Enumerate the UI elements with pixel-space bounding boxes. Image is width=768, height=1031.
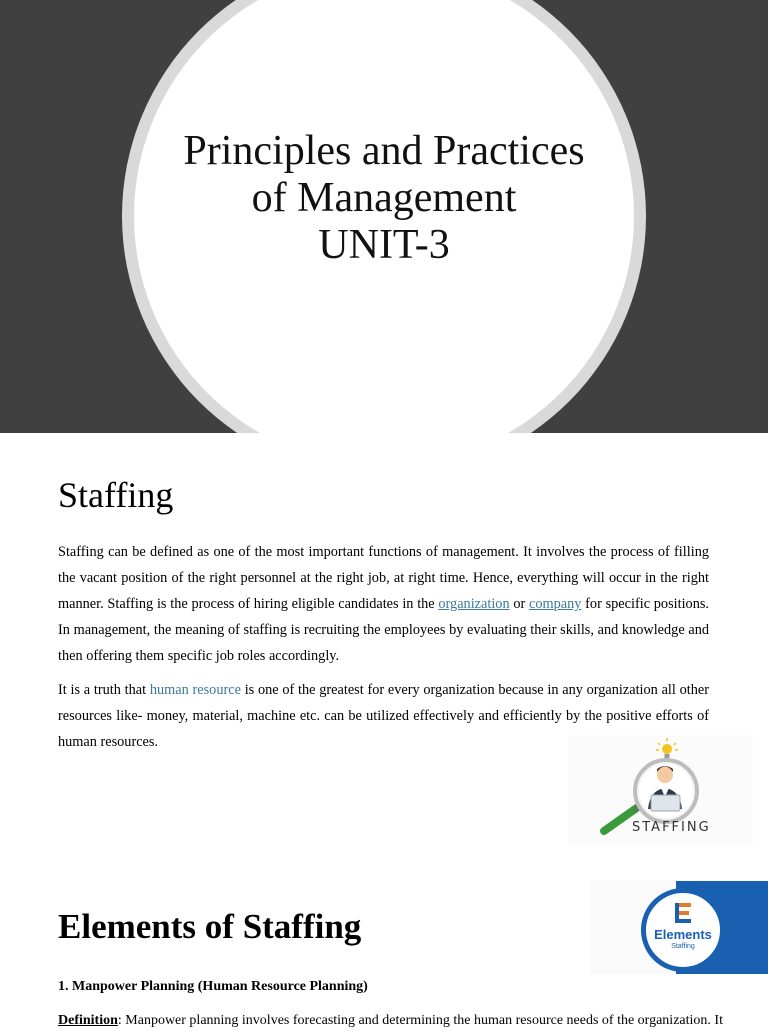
elements-staffing-logo: [641, 888, 725, 972]
logo-text-elements: Elements: [654, 927, 712, 942]
p1-text-b: or: [509, 596, 530, 612]
definition-paragraph: [58, 1011, 723, 1031]
staffing-paragraph-1: [58, 539, 709, 669]
manpower-planning-heading: 1. Manpower Planning (Human Resource Planning): [58, 979, 368, 994]
p1-text-c: for specific positions. In management, the meaning of staffing is recruiting the employees by evaluating their skills, and knowledge and then offering them specific job roles accordingly.: [58, 596, 709, 664]
logo-text-staffing: Staffing: [671, 943, 695, 950]
organization-link[interactable]: organization: [438, 596, 510, 612]
p2-text-a: It is a truth that: [58, 682, 150, 698]
cover-title-line3: UNIT-3: [318, 222, 450, 268]
cover-title-line1: Principles and Practices: [183, 128, 585, 174]
staffing-heading: Staffing: [58, 475, 174, 515]
staffing-illustration: [568, 735, 753, 845]
cover-banner: [0, 0, 768, 433]
company-link[interactable]: company: [529, 596, 582, 612]
cover-title: [134, 128, 634, 269]
definition-text: : Manpower planning involves forecasting and determining the human resource needs of the organization. It: [117, 1013, 723, 1028]
elements-heading: Elements of Staffing: [58, 907, 362, 946]
staffing-caption: STAFFING: [632, 820, 711, 835]
lightbulb-icon: [656, 738, 678, 758]
human-resource-link[interactable]: human resource: [149, 682, 241, 698]
definition-label: Definition: [58, 1013, 118, 1028]
cover-title-line2: of Management: [251, 175, 517, 221]
p2-text-b: is one of the greatest for every organization because in any organization all other resources like- money, material, machine etc. can be utilized effectively and efficiently by the positive efforts of human resources.: [58, 682, 709, 750]
p1-text-a: Staffing can be defined as one of the most important functions of management. It involves the process of filling the vacant position of the right personnel at the right job, at right time. Hence, everything will occur in the right manner. Staffing is the process of hiring eligible candidates in the: [58, 544, 709, 612]
